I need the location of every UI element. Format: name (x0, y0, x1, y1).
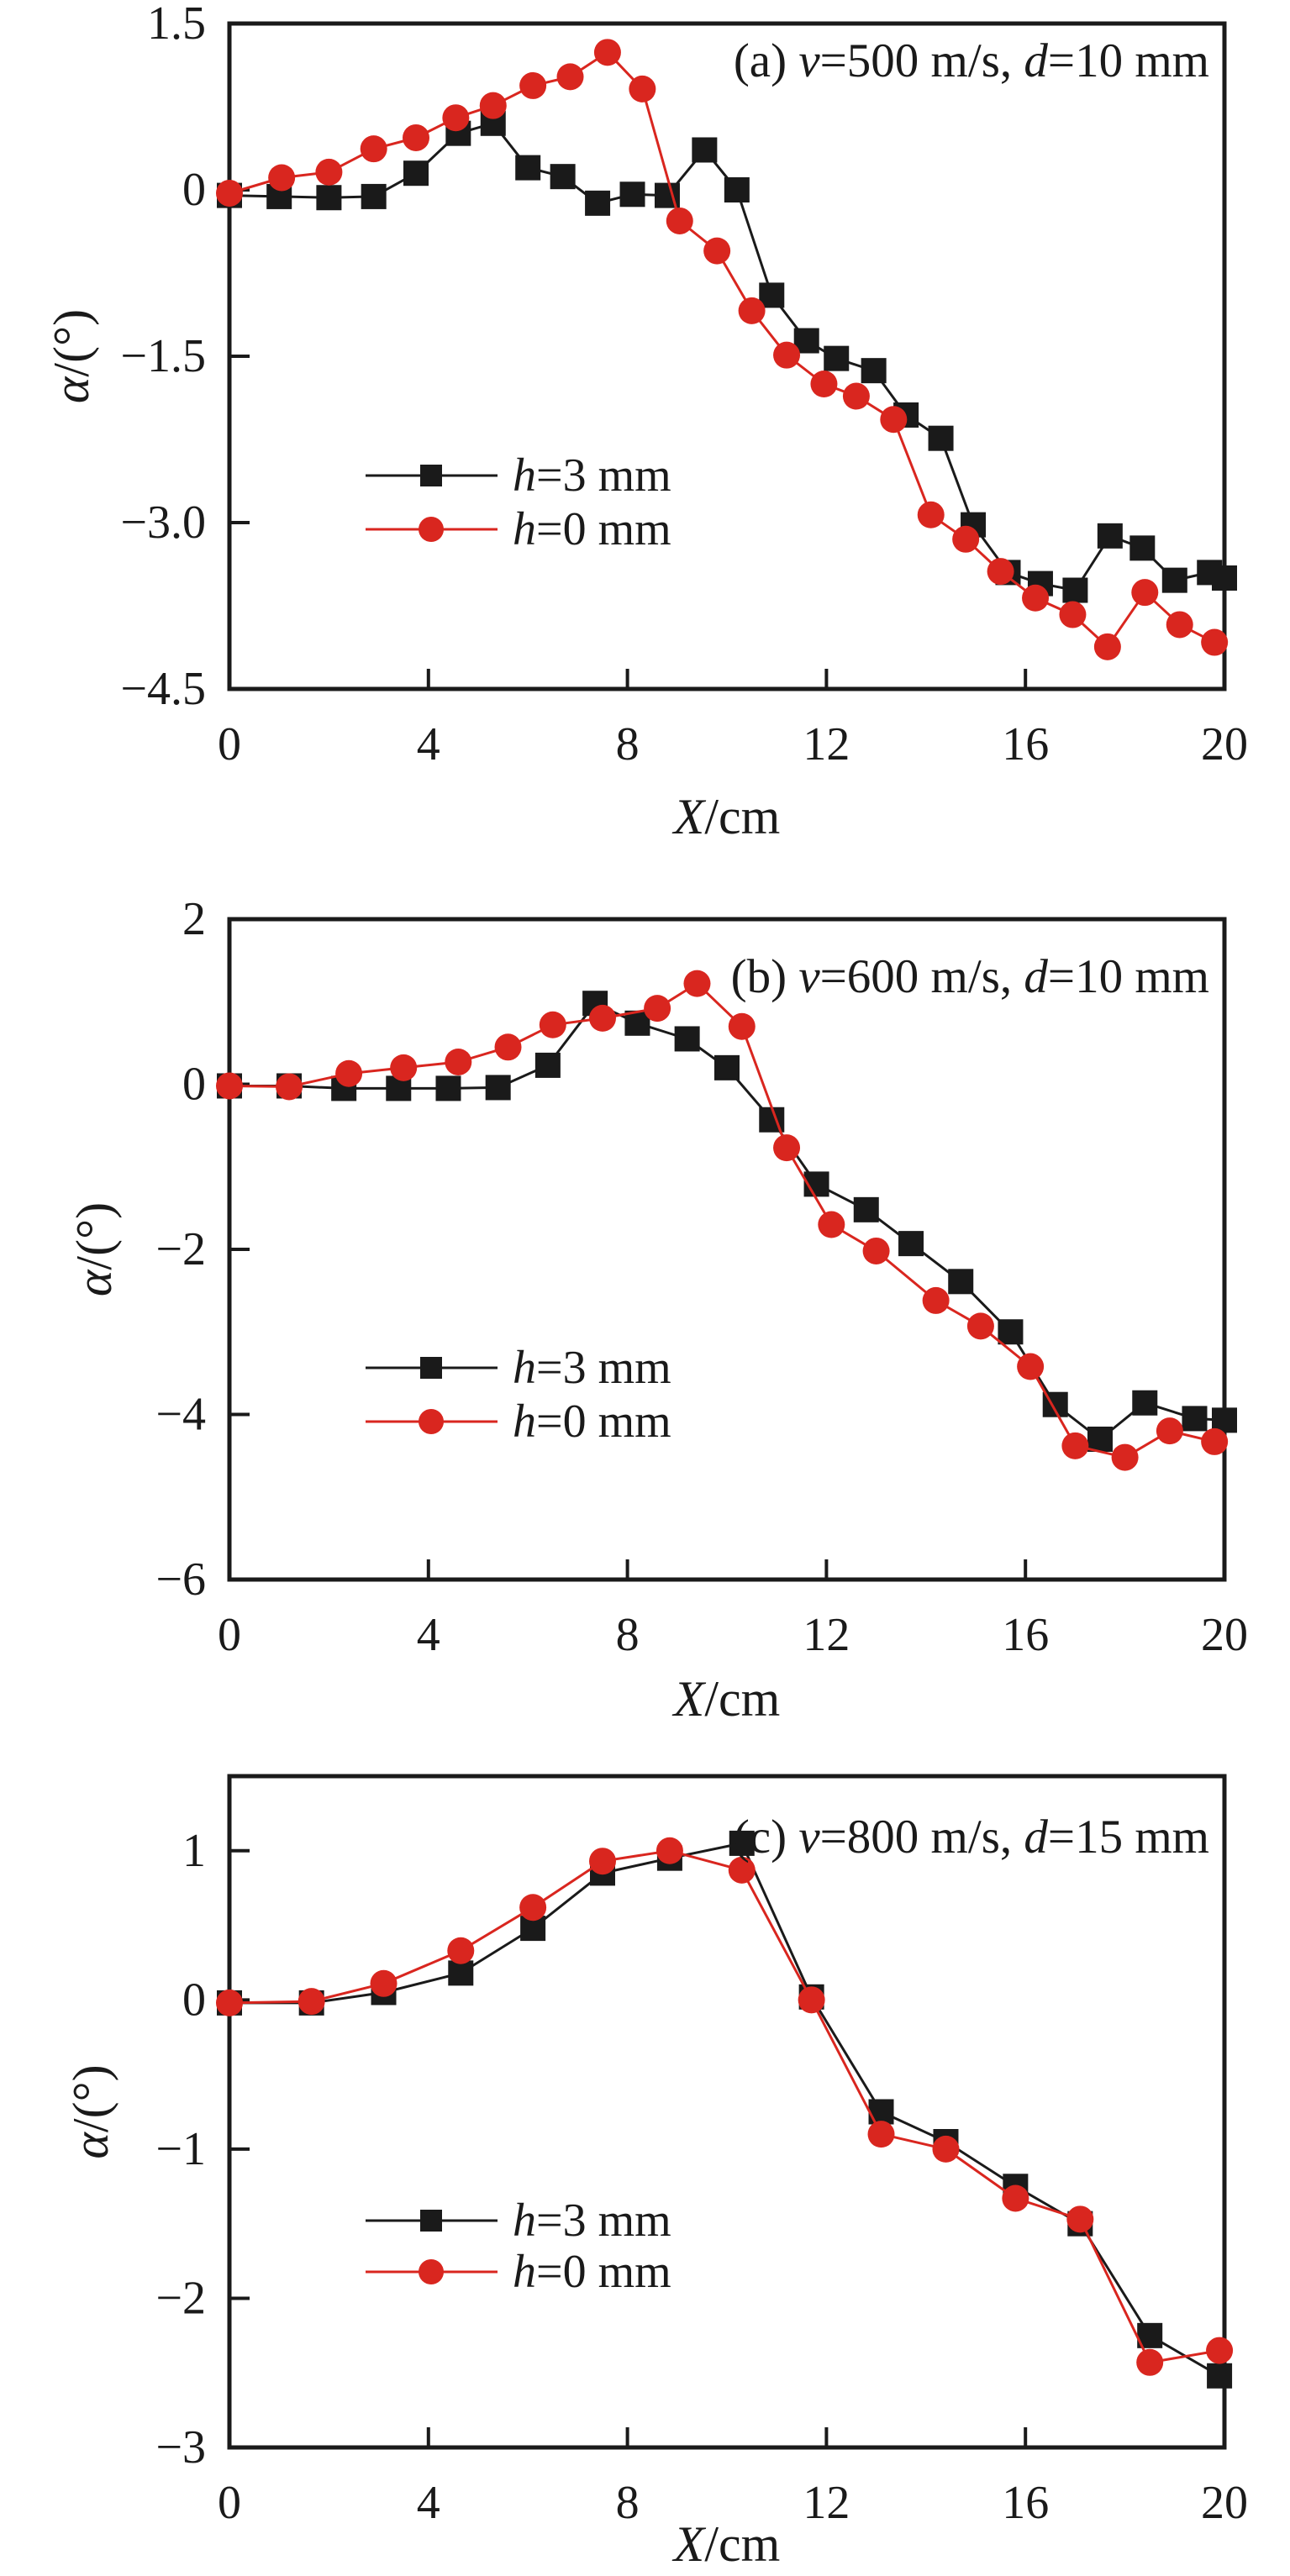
text-run: /cm (704, 1671, 781, 1727)
data-point-circle (923, 1287, 950, 1314)
x-tick-label: 0 (218, 1609, 241, 1661)
y-tick-label: 1.5 (147, 0, 206, 50)
x-tick-label: 0 (218, 2477, 241, 2529)
data-point-circle (335, 1060, 362, 1087)
data-point-square (1129, 535, 1155, 560)
data-point-square (929, 426, 954, 451)
data-point-circle (1136, 2349, 1163, 2376)
y-tick-label: −3.0 (120, 497, 206, 549)
data-point-square (486, 1075, 511, 1100)
legend-label (513, 1342, 671, 1394)
data-point-square (1098, 523, 1123, 549)
data-point-square (535, 1053, 561, 1078)
x-tick-label: 4 (416, 2477, 440, 2529)
y-axis-label (44, 309, 99, 403)
x-tick-label: 20 (1201, 718, 1248, 770)
legend (366, 2195, 671, 2298)
data-point-circle (442, 104, 469, 131)
text-run: =10 mm (1047, 34, 1209, 87)
y-tick-label: 2 (182, 893, 206, 945)
data-point-circle (390, 1054, 417, 1081)
panel-title (734, 1811, 1209, 1864)
data-point-circle (371, 1970, 398, 1997)
text-run: /cm (704, 789, 781, 844)
y-axis-label (63, 2064, 118, 2158)
data-point-circle (1022, 585, 1049, 612)
data-point-circle (1061, 1433, 1088, 1459)
variable-italic: X (673, 1671, 705, 1727)
legend-item-h0mm (366, 503, 671, 555)
text-run: =3 mm (536, 2195, 671, 2247)
x-tick-label: 12 (803, 1609, 850, 1661)
data-point-circle (216, 180, 243, 207)
x-tick-label: 12 (803, 2477, 850, 2529)
data-point-circle (1166, 611, 1193, 638)
text-run: (c) (733, 1810, 799, 1864)
series-line (229, 1843, 1219, 2376)
y-tick-label: −3 (155, 2421, 206, 2473)
data-point-square (316, 185, 341, 210)
legend-marker-circle (419, 2259, 444, 2284)
data-point-circle (818, 1212, 845, 1238)
text-run: =0 mm (536, 2246, 671, 2298)
text-run: (b) (730, 949, 799, 1003)
legend-marker-square (420, 1357, 442, 1379)
data-point-circle (952, 526, 979, 553)
legend-item-h0mm (366, 2246, 671, 2298)
data-point-circle (589, 1848, 616, 1874)
data-point-circle (447, 1937, 474, 1964)
y-tick-label: 1 (182, 1824, 206, 1877)
data-point-square (1182, 1406, 1207, 1431)
text-run: /(°) (66, 1201, 122, 1270)
series-h0mm (216, 39, 1228, 660)
data-point-circle (843, 383, 870, 410)
y-tick-label: 0 (182, 164, 206, 216)
data-point-square (550, 164, 576, 189)
text-run: =800 m/s, (819, 1810, 1024, 1864)
legend-label (513, 449, 671, 502)
legend-label (513, 1396, 671, 1448)
data-point-circle (519, 1894, 546, 1921)
data-point-circle (987, 558, 1014, 585)
data-point-circle (1131, 579, 1158, 606)
data-point-circle (594, 39, 621, 66)
series-h0mm (216, 970, 1228, 1471)
series-h0mm (216, 1837, 1233, 2376)
legend-item-h3mm (366, 449, 671, 502)
variable-italic: h (513, 449, 536, 502)
data-point-circle (1066, 2205, 1093, 2232)
chart-a (44, 0, 1248, 844)
series-line (229, 984, 1214, 1458)
data-point-square (403, 160, 429, 186)
data-point-square (824, 346, 849, 371)
data-point-circle (298, 1988, 325, 2015)
x-tick-label: 4 (416, 1609, 440, 1661)
y-tick-label: −1 (155, 2122, 206, 2175)
legend-marker-square (420, 2210, 442, 2232)
variable-italic: d (1024, 1810, 1048, 1864)
data-point-circle (967, 1312, 994, 1339)
data-point-circle (739, 297, 766, 324)
data-point-square (898, 1231, 924, 1256)
data-point-circle (1201, 1428, 1228, 1455)
data-point-circle (216, 1072, 243, 1099)
variable-italic: α (66, 1270, 122, 1297)
data-point-circle (863, 1238, 890, 1264)
data-point-circle (1206, 2337, 1233, 2364)
text-run: =600 m/s, (819, 949, 1024, 1003)
data-point-circle (810, 371, 837, 397)
data-point-square (1212, 565, 1237, 591)
variable-italic: α (63, 2132, 118, 2159)
data-point-circle (932, 2136, 959, 2163)
y-tick-label: −2 (155, 2272, 206, 2325)
legend-item-h0mm (366, 1396, 671, 1448)
y-tick-label: −4 (155, 1388, 206, 1441)
x-tick-label: 20 (1201, 1609, 1248, 1661)
variable-italic: v (798, 1810, 820, 1864)
variable-italic: v (798, 949, 820, 1003)
chart-b (66, 893, 1248, 1727)
data-point-circle (868, 2121, 895, 2148)
x-axis-label (672, 1671, 781, 1727)
legend-marker-circle (419, 1409, 444, 1434)
data-point-circle (1059, 602, 1086, 628)
series-line (229, 1851, 1219, 2363)
variable-italic: h (513, 2195, 536, 2247)
data-point-circle (276, 1073, 303, 1100)
x-tick-label: 12 (803, 718, 850, 770)
data-point-square (861, 358, 887, 383)
data-point-square (692, 137, 717, 162)
variable-italic: d (1024, 34, 1048, 87)
panel-title (734, 34, 1209, 87)
data-point-circle (361, 135, 387, 162)
data-point-circle (656, 1837, 683, 1864)
legend-item-h3mm (366, 2195, 671, 2247)
data-point-circle (480, 92, 507, 119)
chart-c (63, 1776, 1248, 2572)
data-point-circle (918, 502, 945, 528)
y-tick-label: −2 (155, 1223, 206, 1275)
variable-italic: h (513, 1342, 536, 1394)
y-tick-label: −4.5 (120, 663, 206, 715)
variable-italic: d (1024, 949, 1048, 1003)
y-axis-label (66, 1202, 122, 1296)
x-tick-label: 4 (416, 718, 440, 770)
data-point-circle (1002, 2184, 1029, 2211)
data-point-square (1062, 578, 1087, 603)
data-point-circle (1017, 1354, 1044, 1380)
data-point-square (998, 1319, 1023, 1344)
text-run: /(°) (63, 2064, 118, 2133)
text-run: /(°) (44, 308, 99, 377)
variable-italic: h (513, 1396, 536, 1448)
data-point-square (435, 1075, 461, 1101)
data-point-circle (729, 1013, 756, 1040)
text-run: =500 m/s, (819, 34, 1024, 87)
x-tick-label: 8 (615, 1609, 640, 1661)
data-point-circle (519, 72, 546, 99)
legend-label (513, 503, 671, 555)
data-point-circle (798, 1986, 825, 2013)
legend-label (513, 2246, 671, 2298)
text-run: =0 mm (536, 1396, 671, 1448)
data-point-circle (703, 238, 730, 265)
series-h3mm (217, 1831, 1232, 2389)
data-point-square (675, 1026, 700, 1051)
data-point-circle (1156, 1417, 1183, 1444)
data-point-square (1207, 2363, 1232, 2389)
data-point-circle (445, 1049, 471, 1075)
variable-italic: h (513, 503, 536, 555)
data-point-square (948, 1269, 973, 1294)
y-tick-label: −6 (155, 1553, 206, 1606)
x-tick-label: 8 (615, 718, 640, 770)
data-point-circle (268, 164, 295, 191)
panel-title (731, 950, 1209, 1003)
variable-italic: h (513, 2246, 536, 2298)
data-point-square (585, 191, 610, 216)
text-run: (a) (733, 34, 799, 87)
y-tick-label: −1.5 (120, 330, 206, 382)
data-point-circle (315, 159, 342, 186)
variable-italic: v (798, 34, 820, 87)
data-point-circle (644, 995, 671, 1022)
data-point-square (1162, 568, 1187, 593)
plot-border (229, 919, 1224, 1580)
legend (366, 1342, 671, 1448)
x-tick-label: 20 (1201, 2477, 1248, 2529)
series-h3mm (217, 991, 1237, 1452)
legend-marker-square (420, 465, 442, 486)
x-tick-label: 16 (1002, 718, 1050, 770)
text-run: /cm (704, 2516, 781, 2572)
y-tick-label: 0 (182, 1058, 206, 1111)
data-point-circle (683, 970, 710, 997)
data-point-circle (880, 406, 907, 433)
x-tick-label: 16 (1002, 2477, 1050, 2529)
data-point-circle (589, 1005, 616, 1032)
data-point-circle (1094, 633, 1121, 660)
data-point-circle (773, 1134, 800, 1161)
data-point-circle (1112, 1444, 1139, 1471)
data-point-square (620, 181, 645, 207)
data-point-square (869, 2100, 894, 2125)
text-run: =3 mm (536, 1342, 671, 1394)
variable-italic: X (673, 2516, 705, 2572)
data-point-circle (629, 76, 656, 103)
legend (366, 449, 671, 555)
data-point-square (714, 1055, 740, 1080)
data-point-square (515, 155, 540, 181)
legend-item-h3mm (366, 1342, 671, 1394)
x-tick-label: 8 (615, 2477, 640, 2529)
data-point-circle (666, 208, 693, 234)
data-point-circle (403, 124, 429, 151)
data-point-square (1132, 1391, 1157, 1416)
legend-label (513, 2195, 671, 2247)
data-point-circle (557, 63, 584, 90)
variable-italic: α (44, 376, 99, 404)
data-point-circle (773, 342, 800, 369)
data-point-square (1087, 1427, 1113, 1452)
data-point-square (724, 177, 750, 202)
data-point-square (854, 1197, 879, 1222)
text-run: =15 mm (1047, 1810, 1209, 1864)
variable-italic: X (673, 789, 705, 844)
x-tick-label: 0 (218, 718, 241, 770)
x-axis-label (672, 2516, 781, 2572)
text-run: =3 mm (536, 449, 671, 502)
legend-marker-circle (419, 517, 444, 542)
data-point-circle (495, 1033, 522, 1060)
x-axis-label (672, 789, 781, 844)
text-run: =10 mm (1047, 949, 1209, 1003)
text-run: =0 mm (536, 503, 671, 555)
data-point-circle (540, 1012, 566, 1038)
data-point-circle (216, 1990, 243, 2016)
y-tick-label: 0 (182, 1974, 206, 2027)
plot-border (229, 1776, 1224, 2447)
data-point-square (448, 1960, 473, 1985)
x-tick-label: 16 (1002, 1609, 1050, 1661)
data-point-circle (1201, 629, 1228, 656)
data-point-square (361, 184, 387, 209)
